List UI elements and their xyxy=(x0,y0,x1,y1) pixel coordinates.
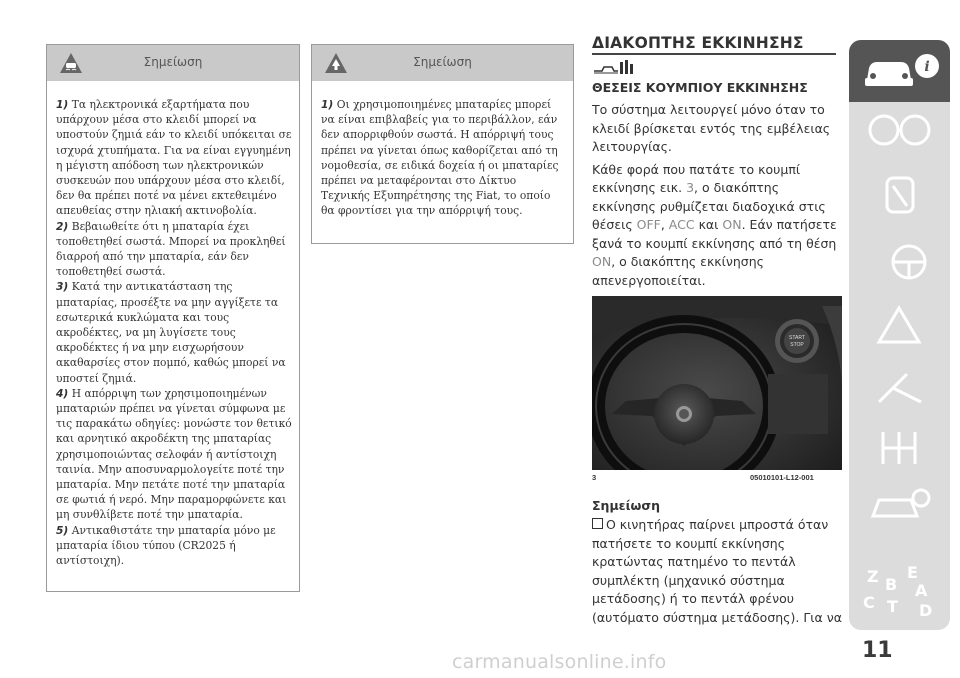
dashboard-icon[interactable] xyxy=(870,116,929,144)
heading-rule xyxy=(592,53,836,55)
index-icon[interactable] xyxy=(863,563,932,620)
note-box-middle xyxy=(311,44,574,244)
position-acc: ACC xyxy=(668,217,695,232)
paragraph: Κάθε φορά που πατάτε το κουμπί εκκίνησης εικ. 3, ο διακόπτης εκκίνησης ρυθμίζεται διαδοχικά στις θέσεις OFF, ACC και ON. Εάν πατήσετε ξανά το κουμπί εκκίνησης από τη θέση ON, ο διακόπτης εκκίνησης απενεργοποιείται. xyxy=(592,161,837,288)
svg-text:A: A xyxy=(915,581,928,600)
position-on: ON xyxy=(592,254,612,269)
subheading: ΘΕΣΕΙΣ ΚΟΥΜΠΙΟΥ ΕΚΚΙΝΗΣΗΣ xyxy=(592,80,808,95)
note-title: Σημείωση xyxy=(143,55,203,69)
note-item: 4) Η απόρριψη των χρησιμοποιημένων μπαταριών πρέπει να γίνεται σύμφωνα με τις παρακάτω οδηγίες: μονώστε τον θετικό και αρνητικό ακροδέκτη της μπαταρίας χρησιμοποιώντας σελοφάν ή αντίστοιχη ταινία. Μην αποσυναρμολογείτε ποτέ την μπαταρία. Μην πετάτε ποτέ την μπαταρία σε φωτιά ή νερό. Μην παραμορφώνετε και μη συνθλίβετε ποτέ την μπαταρία. xyxy=(56,386,292,522)
note-item: 3) Κατά την αντικατάσταση της μπαταρίας, προσέξτε να μην αγγίξετε τα εσωτερικά κυκλώματα και τους ακροδέκτες, να μη λυγίσετε τους ακροδέκτες ή να μην εισχωρήσουν ακαθαρσίες στον πομπό, καθώς μπορεί να υποστεί ζημιά. xyxy=(56,280,286,385)
note-item: 5) Αντικαθιστάτε την μπαταρία μόνο με μπαταρία ίδιου τύπου (CR2025 ή αντίστοιχη). xyxy=(56,523,276,568)
note-body xyxy=(321,97,567,219)
figure-code: 05010101-L12-001 xyxy=(750,473,814,482)
note-title: Σημείωση xyxy=(413,55,472,69)
note-box-left xyxy=(46,44,300,592)
note-text: Ο κινητήρας παίρνει μπροστά όταν πατήσετε το κουμπί εκκίνησης κρατώντας πατημένο το πεντάλ συμπλέκτη (μηχανικό σύστημα μετάδοσης) ή το πεντάλ φρένου (αυτόματο σύστημα μετάδοσης). Για να xyxy=(592,517,842,625)
car-info-icon xyxy=(859,50,941,92)
svg-text:T: T xyxy=(887,597,898,616)
car-service-icon[interactable] xyxy=(873,490,929,516)
note-item: 1) Τα ηλεκτρονικά εξαρτήματα που υπάρχουν μέσα στο κλειδί μπορεί να υποστούν ζημιά εάν το κλειδί υπόκειται σε ισχυρά χτυπήματα. Για να είναι εγγυημένη η μέγιστη απόδοση των ηλεκτρονικών συσκευών που υπάρχουν μέσα στο κλειδί, δεν θα πρέπει ποτέ να μένει εκτεθειμένο απευθείας στην ηλιακή ακτινοβολία. xyxy=(56,98,292,218)
section-heading: ΔΙΑΚΟΠΤΗΣ ΕΚΚΙΝΗΣΗΣ xyxy=(592,34,804,52)
svg-text:i: i xyxy=(924,59,930,75)
tab-car-info[interactable] xyxy=(849,40,950,102)
svg-text:Z: Z xyxy=(867,567,879,586)
warning-triangle-icon[interactable] xyxy=(879,308,919,342)
seatbelt-icon[interactable] xyxy=(887,178,913,212)
steering-wheel-icon[interactable] xyxy=(893,246,925,278)
note-heading: Σημείωση xyxy=(592,498,660,513)
note-header xyxy=(312,45,573,81)
svg-text:D: D xyxy=(919,601,933,620)
gear-shift-icon[interactable] xyxy=(883,432,915,464)
note-bullet-icon xyxy=(592,518,603,529)
paragraph: Το σύστημα λειτουργεί μόνο όταν το κλειδί βρίσκεται εντός της εμβέλειας λειτουργίας. xyxy=(592,102,831,154)
body-text xyxy=(592,101,844,294)
sidebar-icons xyxy=(849,102,950,630)
note-header xyxy=(47,45,299,81)
dashboard-photo xyxy=(592,296,842,470)
start-label: START xyxy=(789,335,805,341)
note-section xyxy=(592,516,844,631)
page-number: 11 xyxy=(862,638,893,663)
note-body xyxy=(56,97,293,568)
position-on: ON xyxy=(722,217,742,232)
svg-text:C: C xyxy=(863,593,875,612)
note-item: 2) Βεβαιωθείτε ότι η μπαταρία έχει τοποθετηθεί σωστά. Μπορεί να προκληθεί διαρροή από την μπαταρία, εάν δεν τοποθετηθεί σωστά. xyxy=(56,219,286,279)
note-item: 1) Οι χρησιμοποιημένες μπαταρίες μπορεί να είναι επιβλαβείς για το περιβάλλον, εάν δεν απορριφθούν σωστά. Η απόρριψή τους πρέπει να γίνεται όπως καθορίζεται από τη νομοθεσία, σε ειδικά δοχεία ή οι μπαταρίες πρέπει να μεταφέρονται στο Δίκτυο Τεχνικής Εξυπηρέτησης της Fiat, το οποίο θα φροντίσει για την απόρριψή τους. xyxy=(321,98,559,218)
position-off: OFF xyxy=(636,217,661,232)
figure-ref: 3 xyxy=(686,180,695,195)
watermark: carmanualsonline.info xyxy=(452,651,667,673)
stop-label: STOP xyxy=(790,342,804,348)
svg-text:E: E xyxy=(907,563,918,582)
keyless-start-icon xyxy=(592,58,634,76)
tools-icon[interactable] xyxy=(879,374,921,402)
svg-text:B: B xyxy=(885,575,898,594)
figure-number: 3 xyxy=(592,473,597,482)
